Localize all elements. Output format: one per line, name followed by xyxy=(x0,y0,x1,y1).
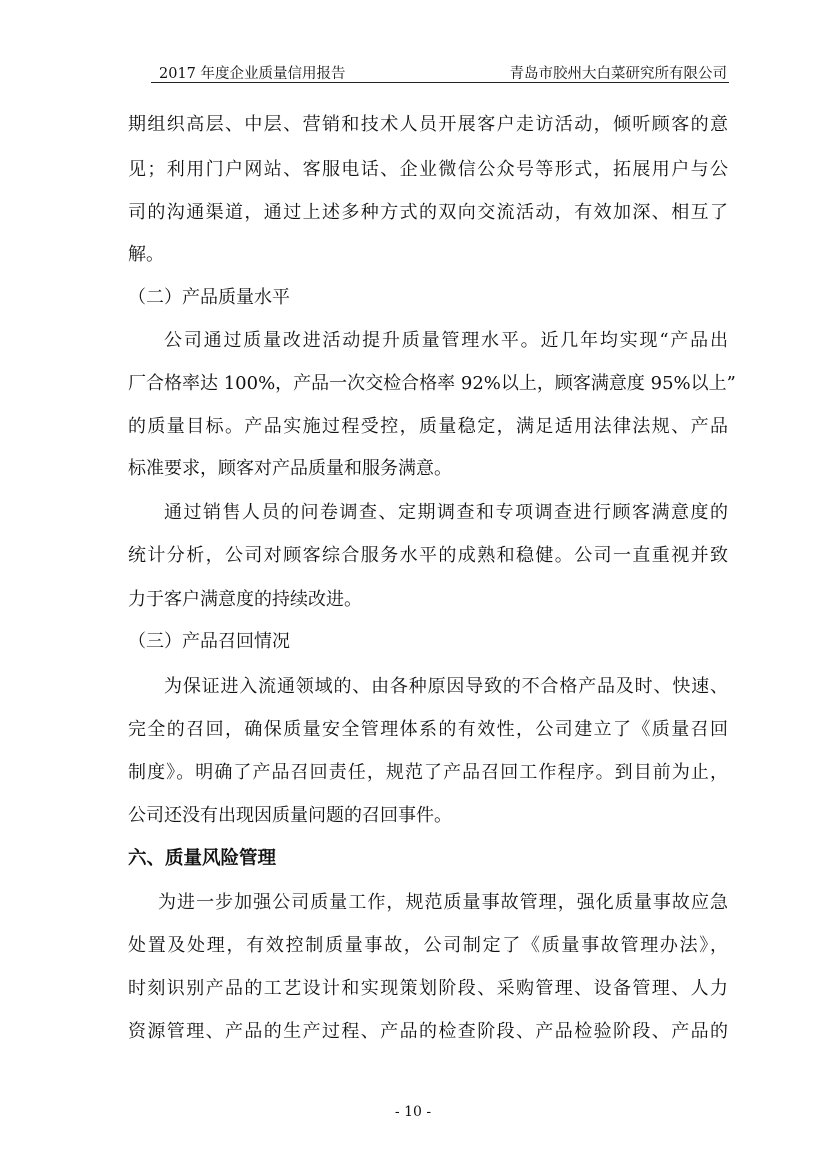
body-line: 处置及处理，有效控制质量事故，公司制定了《质量事故管理办法》， xyxy=(128,935,728,956)
body-line: 为保证进入流通领域的、由各种原因导致的不合格产品及时、快速、 xyxy=(164,676,728,697)
body-line: 公司通过质量改进活动提升质量管理水平。近几年均实现“产品出 xyxy=(164,330,728,351)
body-line: 解。 xyxy=(128,244,164,265)
body-line: 时刻识别产品的工艺设计和实现策划阶段、采购管理、设备管理、人力 xyxy=(128,978,728,999)
body-line: 见；利用门户网站、客服电话、企业微信公众号等形式，拓展用户与公 xyxy=(128,159,728,180)
body-line: 力于客户满意度的持续改进。 xyxy=(128,589,362,610)
body-line: 厂合格率达 100%，产品一次交检合格率 92%以上，顾客满意度 95%以上” xyxy=(128,373,736,394)
page-number: - 10 - xyxy=(394,1104,432,1120)
body-line: 通过销售人员的问卷调查、定期调查和专项调查进行顾客满意度的 xyxy=(164,502,728,523)
body-line: 完全的召回，确保质量安全管理体系的有效性，公司建立了《质量召回 xyxy=(128,719,728,740)
page-header xyxy=(151,58,729,83)
body-line: 期组织高层、中层、营销和技术人员开展客户走访活动，倾听顾客的意 xyxy=(128,114,728,135)
header-company-name: 青岛市胶州大白菜研究所有限公司 xyxy=(509,66,727,82)
body-line: 为进一步加强公司质量工作，规范质量事故管理，强化质量事故应急 xyxy=(158,892,728,913)
body-line: 资源管理、产品的生产过程、产品的检查阶段、产品检验阶段、产品的 xyxy=(128,1021,728,1042)
body-line: 制度》。明确了产品召回责任，规范了产品召回工作程序。到目前为止， xyxy=(128,762,728,783)
body-line: 标准要求，顾客对产品质量和服务满意。 xyxy=(128,458,452,479)
body-line: 统计分析，公司对顾客综合服务水平的成熟和稳健。公司一直重视并致 xyxy=(128,545,728,566)
section-heading-product-quality: （二）产品质量水平 xyxy=(128,287,290,308)
body-line: 公司还没有出现因质量问题的召回事件。 xyxy=(128,805,452,826)
chapter-heading-quality-risk: 六、质量风险管理 xyxy=(128,848,277,869)
section-heading-product-recall: （三）产品召回情况 xyxy=(128,631,290,652)
body-line: 的质量目标。产品实施过程受控，质量稳定，满足适用法律法规、产品 xyxy=(128,416,728,437)
body-line: 司的沟通渠道，通过上述多种方式的双向交流活动，有效加深、相互了 xyxy=(128,202,728,223)
header-report-title: 2017 年度企业质量信用报告 xyxy=(159,66,346,82)
